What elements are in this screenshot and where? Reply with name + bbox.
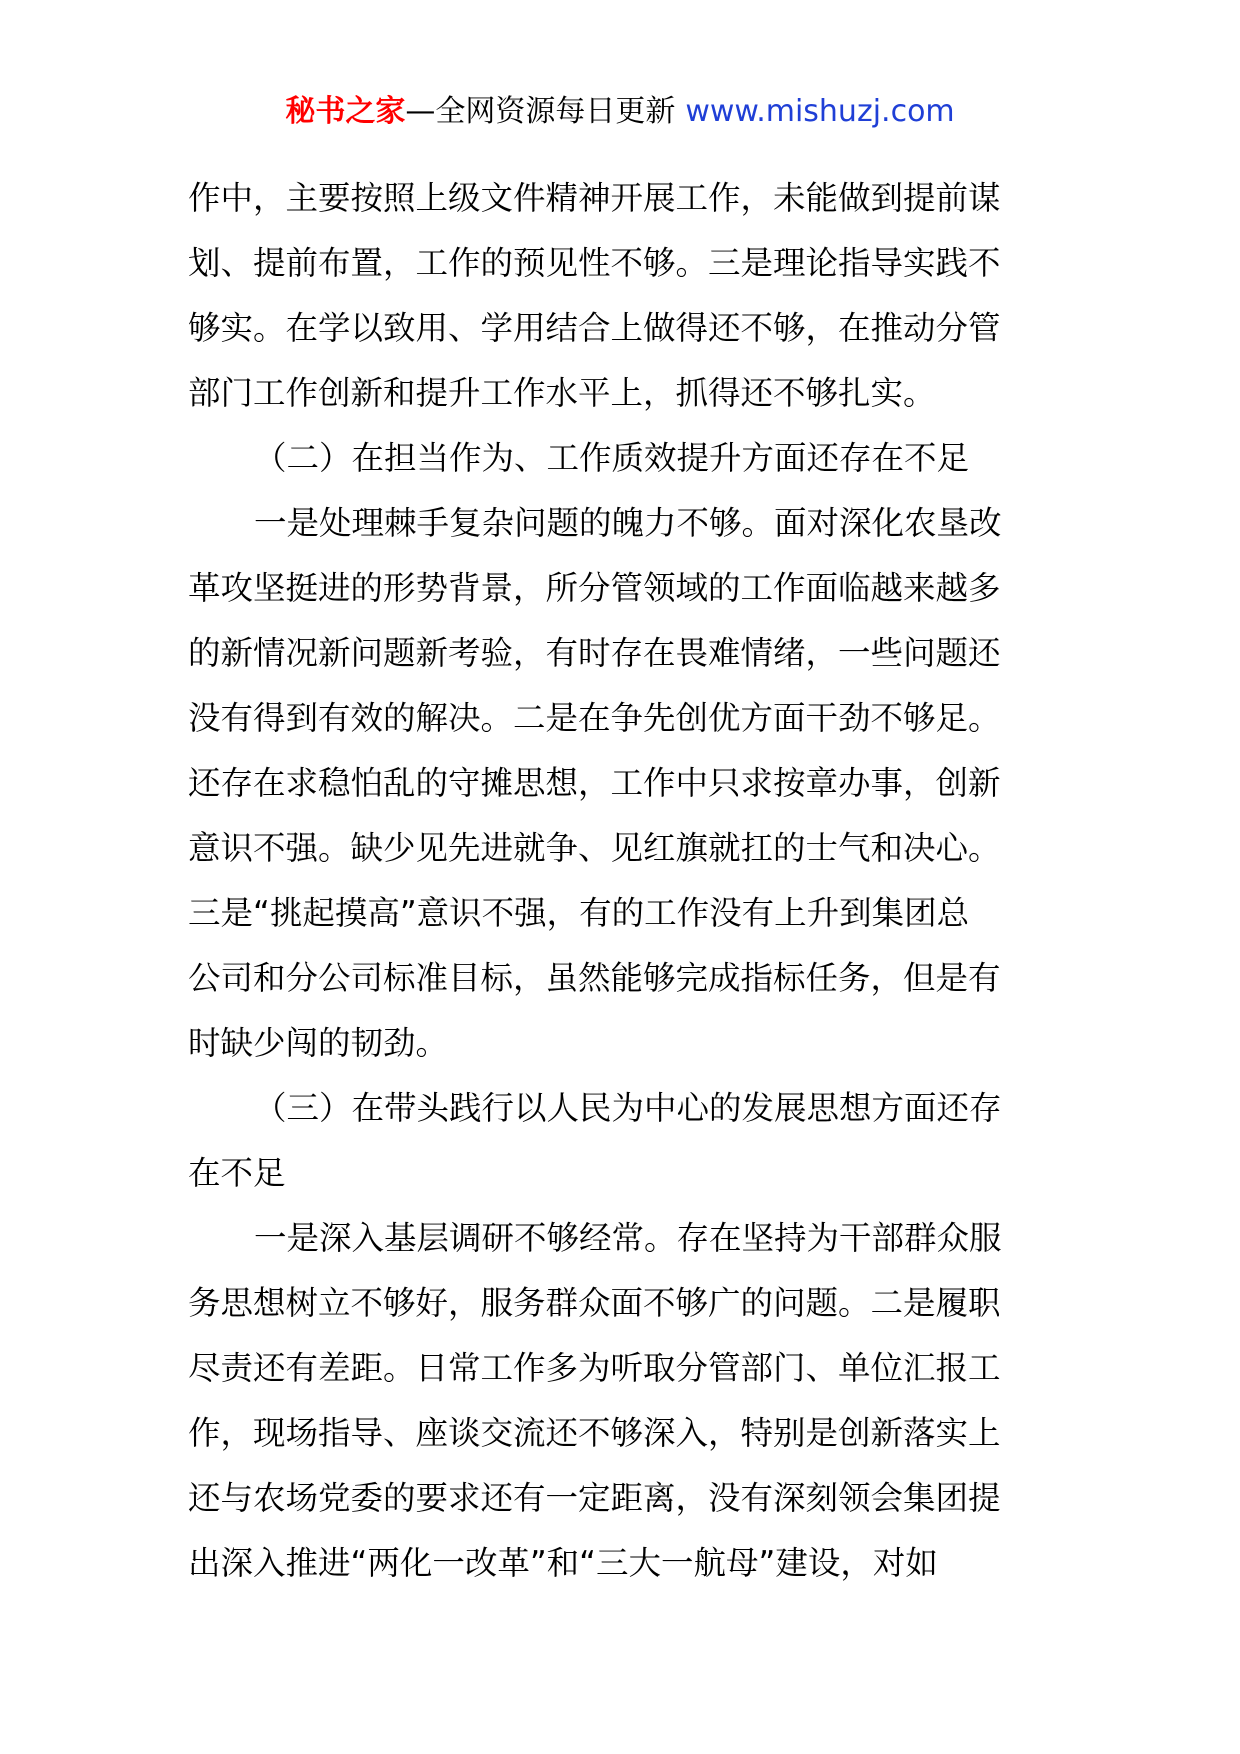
text-line: 一是处理棘手复杂问题的魄力不够。面对深化农垦改 (254, 504, 1002, 542)
text-line: 时缺少闯的韧劲。 (188, 1024, 449, 1062)
text-line: （二）在担当作为、工作质效提升方面还存在不足 (254, 439, 970, 477)
text-line: 在不足 (188, 1154, 286, 1192)
page-header (0, 92, 1240, 132)
header-tagline: —全网资源每日更新 (405, 94, 676, 129)
text-line: 作中，主要按照上级文件精神开展工作，未能做到提前谋 (188, 179, 1001, 217)
text-line: 公司和分公司标准目标，虽然能够完成指标任务，但是有 (188, 959, 1001, 997)
document-body (188, 166, 1054, 1596)
text-line: 还存在求稳怕乱的守摊思想，工作中只求按章办事，创新 (188, 764, 1001, 802)
text-line: 没有得到有效的解决。二是在争先创优方面干劲不够足。 (188, 699, 1001, 737)
text-line: 划、提前布置，工作的预见性不够。三是理论指导实践不 (188, 244, 1001, 282)
text-line: 的新情况新问题新考验，有时存在畏难情绪，一些问题还 (188, 634, 1001, 672)
text-line: 出深入推进“两化一改革”和“三大一航母”建设，对如 (188, 1544, 938, 1582)
text-line: 还与农场党委的要求还有一定距离，没有深刻领会集团提 (188, 1479, 1001, 1517)
text-line: 够实。在学以致用、学用结合上做得还不够，在推动分管 (188, 309, 1001, 347)
text-line: 革攻坚挺进的形势背景，所分管领域的工作面临越来越多 (188, 569, 1001, 607)
text-line: 意识不强。缺少见先进就争、见红旗就扛的士气和决心。 (188, 829, 1001, 867)
text-line: 作，现场指导、座谈交流还不够深入，特别是创新落实上 (188, 1414, 1001, 1452)
header-brand: 秘书之家 (285, 94, 406, 129)
text-line: 三是“挑起摸高”意识不强，有的工作没有上升到集团总 (188, 894, 970, 932)
text-line: 一是深入基层调研不够经常。存在坚持为干部群众服 (254, 1219, 1002, 1257)
text-line: 尽责还有差距。日常工作多为听取分管部门、单位汇报工 (188, 1349, 1001, 1387)
text-line: 务思想树立不够好，服务群众面不够广的问题。二是履职 (188, 1284, 1001, 1322)
text-line: 部门工作创新和提升工作水平上，抓得还不够扎实。 (188, 374, 936, 412)
header-url-link[interactable]: www.mishuzj.com (685, 94, 955, 129)
text-line: （三）在带头践行以人民为中心的发展思想方面还存 (254, 1089, 1002, 1127)
